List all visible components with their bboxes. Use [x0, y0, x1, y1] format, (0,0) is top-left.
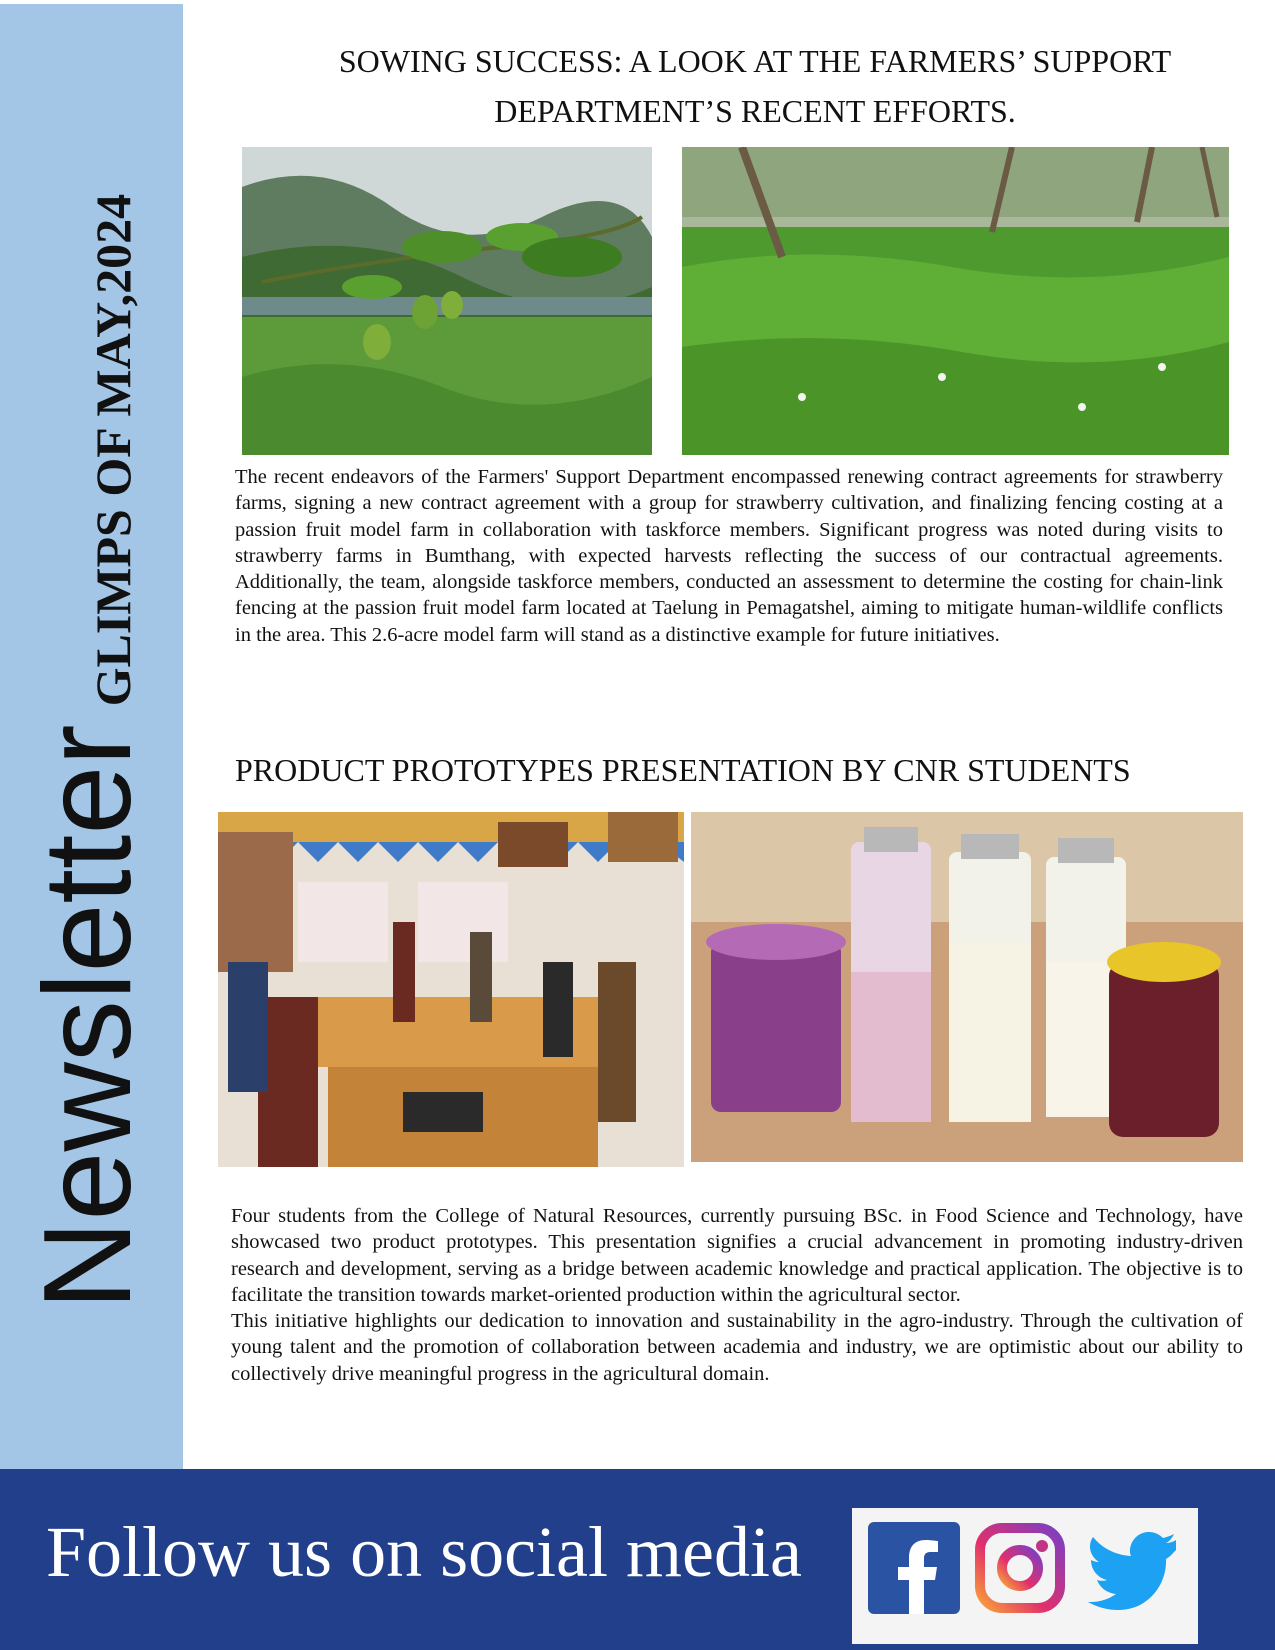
section1-heading-line2: DEPARTMENT’S RECENT EFFORTS.	[494, 93, 1016, 129]
section1-paragraph	[235, 464, 1223, 648]
newsletter-subtitle: GLIMPS OF MAY,2024	[85, 193, 141, 707]
section1-heading	[255, 36, 1255, 136]
section2-heading: PRODUCT PROTOTYPES PRESENTATION BY CNR STUDENTS	[235, 752, 1131, 788]
social-icons	[852, 1508, 1198, 1644]
section1-paragraph-text: The recent endeavors of the Farmers' Support Department encompassed renewing contract agreements for strawberry farms, signing a new contract agreement with a group for strawberry cultivation, and finalizing fencing costing at a passion fruit model farm in collaboration with taskforce members. Significant progress was noted during visits to strawberry farms in Bumthang, with expected harvests reflecting the success of our contractual agreements. Additionally, the team, alongside taskforce members, conducted an assessment to determine the costing for chain-link fencing at the passion fruit model farm located at Taelung in Pemagatshel, aiming to mitigate human-wildlife conflicts in the area. This 2.6-acre model farm will stand as a distinctive example for future initiatives.	[235, 466, 1223, 646]
facebook-icon[interactable]	[868, 1522, 960, 1614]
footer-follow-text: Follow us on social media	[46, 1512, 802, 1592]
strawberry-field-photo	[682, 147, 1229, 455]
passion-fruit-photo	[242, 147, 652, 455]
footer	[0, 1469, 1275, 1650]
section1-heading-line1: SOWING SUCCESS: A LOOK AT THE FARMERS’ SUPPORT	[338, 43, 1172, 79]
section2-paragraph-2: This initiative highlights our dedication to innovation and sustainability in the agro-industry. Through the cultivation of young talent and the promotion of collaboration between academia and industry, we are optimistic about our ability to collectively drive meaningful progress in the agricultural domain.	[231, 1310, 1243, 1385]
section2-paragraph-1: Four students from the College of Natural Resources, currently pursuing BSc. in Food Science and Technology, have showcased two product prototypes. This presentation signifies a crucial advancement in promoting industry-driven research and development, serving as a bridge between academic knowledge and practical application. The objective is to facilitate the transition towards market-oriented production within the agricultural sector.	[231, 1205, 1243, 1306]
product-prototypes-photo	[691, 812, 1243, 1162]
newsletter-title: Newsletter	[19, 724, 157, 1311]
presentation-room-photo	[218, 812, 684, 1167]
instagram-icon[interactable]	[974, 1522, 1066, 1614]
sidebar-title-group	[19, 193, 157, 1311]
twitter-icon[interactable]	[1088, 1522, 1180, 1614]
sidebar	[0, 4, 183, 1469]
section2-paragraphs	[231, 1203, 1243, 1387]
